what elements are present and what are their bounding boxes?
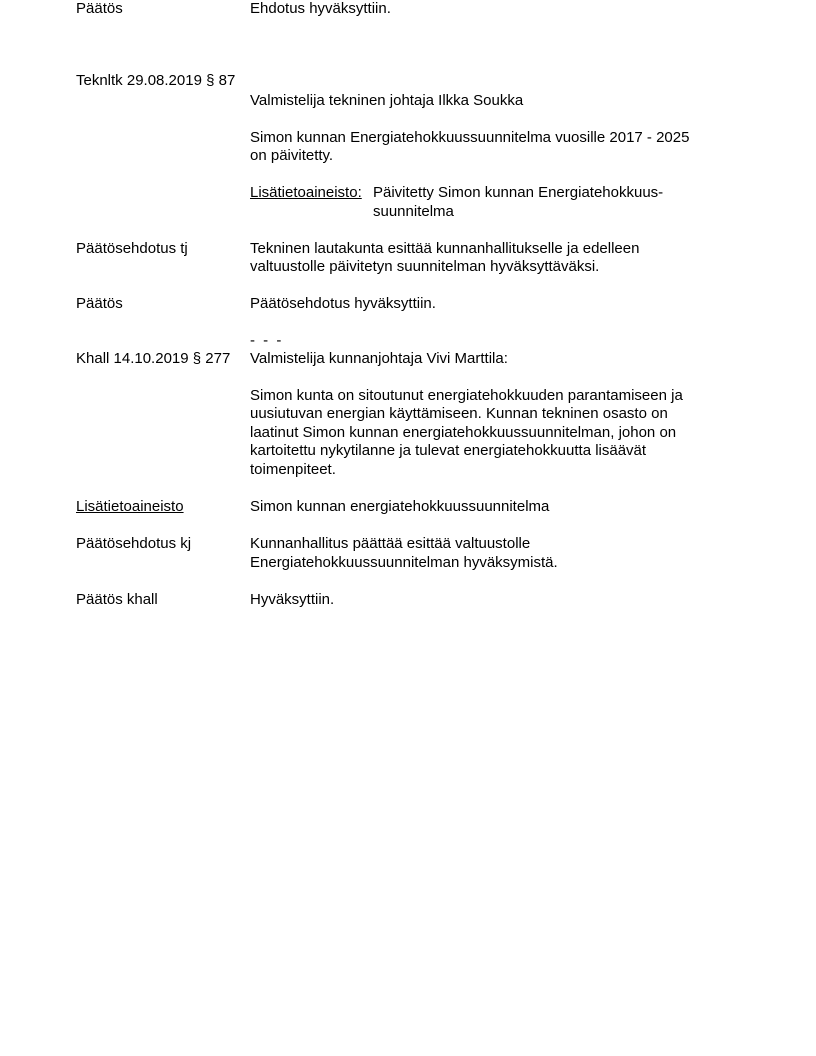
tekniltk-proposal-line: valtuustolle päivitetyn suunnitelman hyväksyttäväksi.	[250, 258, 600, 275]
khall-preparer: Valmistelija kunnanjohtaja Vivi Marttila:	[250, 350, 508, 367]
khall-paragraph-line: uusiutuvan energian käyttämiseen. Kunnan tekninen osasto on	[250, 405, 668, 422]
tekniltk-paragraph-line: on päivitetty.	[250, 147, 334, 164]
khall-paragraph-line: kartoitettu nykytilanne ja tulevat energiatehokkuutta lisäävät	[250, 442, 647, 459]
tekniltk-decision-label: Päätös	[76, 295, 123, 312]
tekniltk-info-line: Päivitetty Simon kunnan Energiatehokkuus-	[373, 184, 664, 201]
tekniltk-proposal-label: Päätösehdotus tj	[76, 240, 188, 257]
decision-text: Ehdotus hyväksyttiin.	[250, 0, 391, 17]
khall-proposal-label: Päätösehdotus kj	[76, 535, 192, 552]
khall-proposal-line: Kunnanhallitus päättää esittää valtuustolle	[250, 535, 531, 552]
khall-heading: Khall 14.10.2019 § 277	[76, 350, 231, 367]
tekniltk-preparer: Valmistelija tekninen johtaja Ilkka Soukka	[250, 92, 524, 109]
khall-paragraph-line: Simon kunta on sitoutunut energiatehokkuuden parantamiseen ja	[250, 387, 683, 404]
decision-label: Päätös	[76, 0, 123, 17]
section-separator: - - -	[250, 332, 284, 349]
tekniltk-proposal-line: Tekninen lautakunta esittää kunnanhallitukselle ja edelleen	[250, 240, 640, 257]
khall-decision-label: Päätös khall	[76, 591, 158, 608]
khall-info-label: Lisätietoaineisto	[76, 498, 184, 515]
tekniltk-info-line: suunnitelma	[373, 203, 454, 220]
khall-paragraph-line: toimenpiteet.	[250, 461, 336, 478]
khall-paragraph-line: laatinut Simon kunnan energiatehokkuussuunnitelman, johon on	[250, 424, 677, 441]
khall-proposal-line: Energiatehokkuussuunnitelman hyväksymistä.	[250, 554, 558, 571]
khall-decision-text: Hyväksyttiin.	[250, 591, 335, 608]
tekniltk-info-label: Lisätietoaineisto:	[250, 184, 362, 201]
tekniltk-heading: Teknltk 29.08.2019 § 87	[76, 72, 236, 89]
khall-info-text: Simon kunnan energiatehokkuussuunnitelma	[250, 498, 550, 515]
tekniltk-decision-text: Päätösehdotus hyväksyttiin.	[250, 295, 436, 312]
tekniltk-paragraph-line: Simon kunnan Energiatehokkuussuunnitelma vuosille 2017 - 2025	[250, 129, 690, 146]
